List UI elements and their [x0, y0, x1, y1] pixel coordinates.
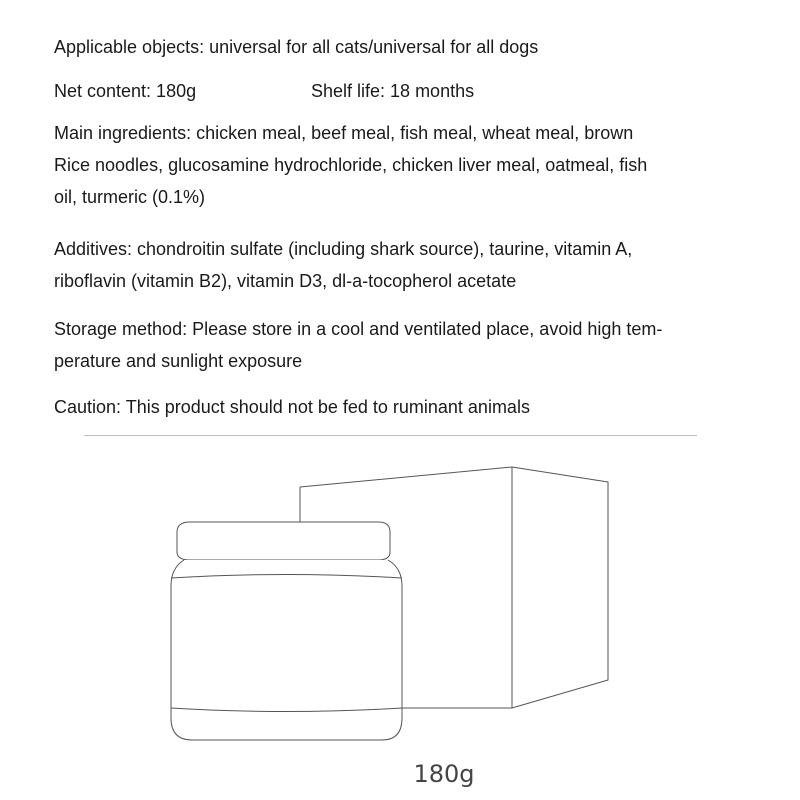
- applicable-objects-text: Applicable objects: universal for all cats/universal for all dogs: [54, 37, 539, 57]
- ingredients-line: oil, turmeric (0.1%): [54, 187, 206, 207]
- section-divider: [84, 435, 697, 436]
- ingredients-line: Main ingredients: chicken meal, beef meal, fish meal, wheat meal, brown: [54, 123, 634, 143]
- jar-icon: [171, 522, 402, 740]
- caution-text: Caution: This product should not be fed to ruminant animals: [54, 397, 530, 417]
- additives-line: riboflavin (vitamin B2), vitamin D3, dl-a-tocopherol acetate: [54, 271, 517, 291]
- additives-line: Additives: chondroitin sulfate (including shark source), taurine, vitamin A,: [54, 239, 633, 259]
- storage-line: Storage method: Please store in a cool and ventilated place, avoid high tem-: [54, 319, 663, 339]
- ingredients-line: Rice noodles, glucosamine hydrochloride, chicken liver meal, oatmeal, fish: [54, 155, 648, 175]
- shelf-life-text: Shelf life: 18 months: [311, 81, 475, 101]
- net-content-text: Net content: 180g: [54, 81, 197, 101]
- product-illustration: [0, 440, 800, 760]
- weight-caption: 180g: [413, 760, 475, 788]
- storage-line: perature and sunlight exposure: [54, 351, 303, 371]
